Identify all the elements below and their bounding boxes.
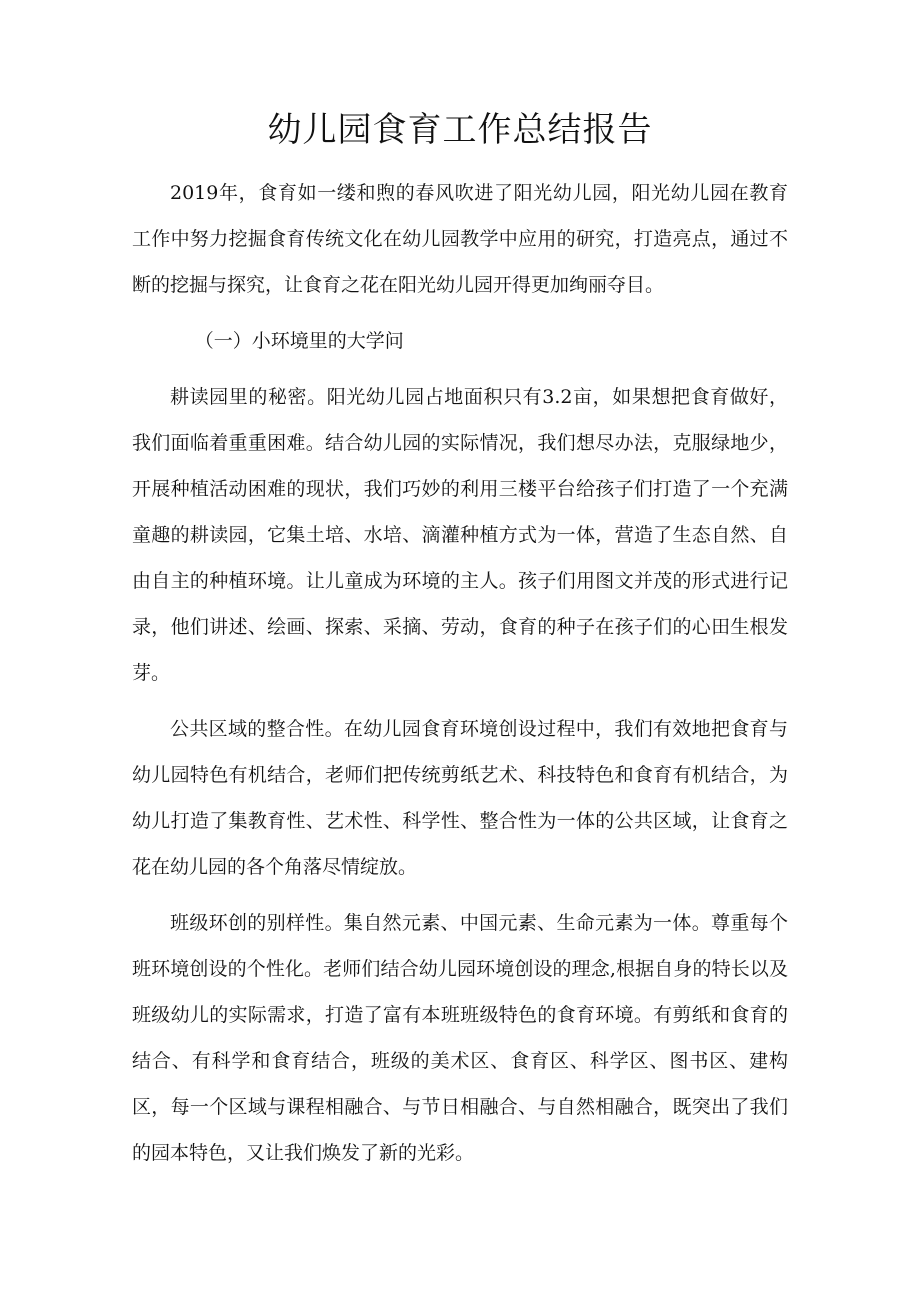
paragraph-public-area: 公共区域的整合性。在幼儿园食育环境创设过程中，我们有效地把食育与幼儿园特色有机结合，老师们把传统剪纸艺术、科技特色和食育有机结合，为幼儿打造了集教育性、艺术性、科学性、整合性为一体的公共区域，让食育之花在幼儿园的各个角落尽情绽放。 <box>132 718 788 878</box>
document-title: 幼儿园食育工作总结报告 <box>267 110 653 150</box>
paragraph-class-environment: 班级环创的别样性。集自然元素、中国元素、生命元素为一体。尊重每个班环境创设的个性化。老师们结合幼儿园环境创设的理念,根据自身的特长以及班级幼儿的实际需求，打造了富有本班班级特色的食育环境。有剪纸和食育的结合、有科学和食育结合，班级的美术区、食育区、科学区、图书区、建构区，每一个区域与课程相融合、与节日相融合、与自然相融合，既突出了我们的园本特色，又让我们焕发了新的光彩。 <box>132 912 788 1164</box>
paragraph-gengdu-garden: 耕读园里的秘密。阳光幼儿园占地面积只有3.2亩，如果想把食育做好，我们面临着重重困难。结合幼儿园的实际情况，我们想尽办法，克服绿地少，开展种植活动困难的现状，我们巧妙的利用三楼平台给孩子们打造了一个充满童趣的耕读园，它集土培、水培、滴灌种植方式为一体，营造了生态自然、自由自主的种植环境。让儿童成为环境的主人。孩子们用图文并茂的形式进行记录，他们讲述、绘画、探索、采摘、劳动，食育的种子在孩子们的心田生根发芽。 <box>132 386 788 684</box>
intro-paragraph: 2019年，食育如一缕和煦的春风吹进了阳光幼儿园，阳光幼儿园在教育工作中努力挖掘食育传统文化在幼儿园教学中应用的研究，打造亮点，通过不断的挖掘与探究，让食育之花在阳光幼儿园开得更加绚丽夺目。 <box>132 182 788 296</box>
section-heading: （一）小环境里的大学问 <box>194 330 404 352</box>
